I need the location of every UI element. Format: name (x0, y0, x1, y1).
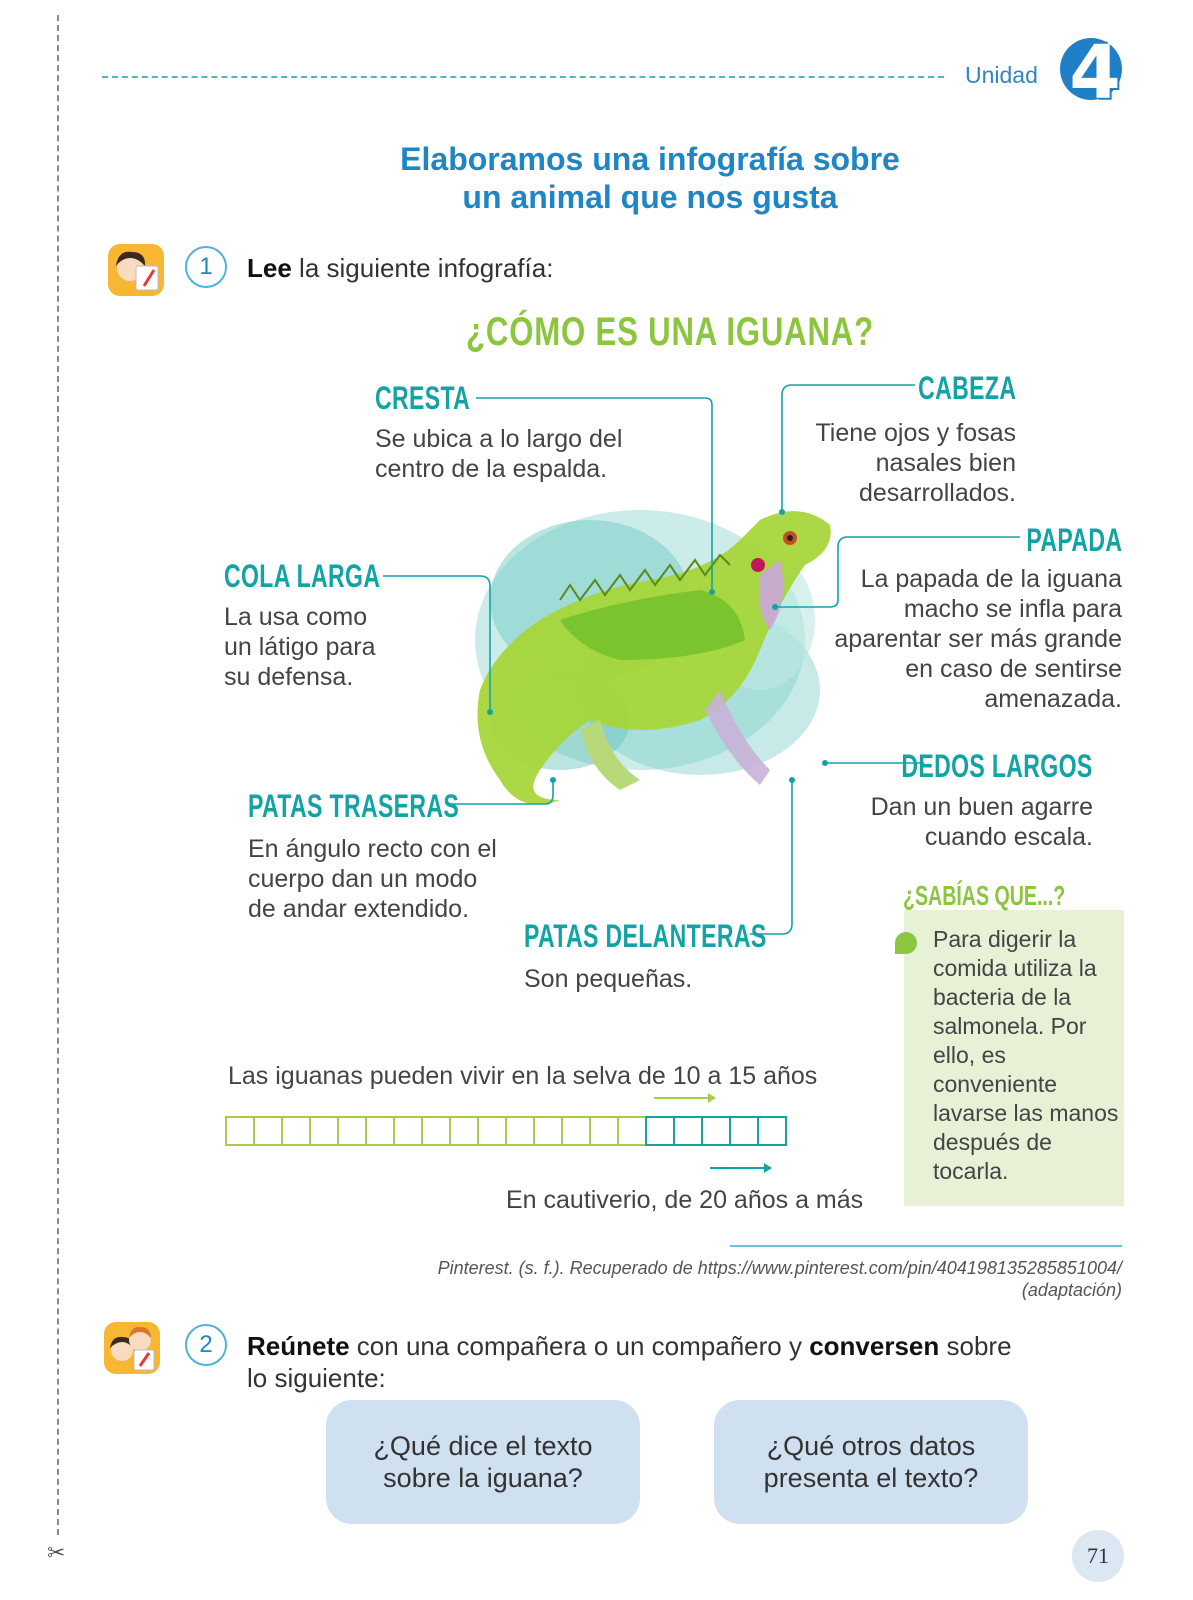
page-title-line-2: un animal que nos gusta (462, 179, 838, 215)
text-line: En ángulo recto con el (248, 835, 497, 863)
lifespan-wild-text: Las iguanas pueden vivir en la selva de 10 a 15 años (228, 1062, 818, 1090)
timeline-cell-wild (393, 1116, 423, 1146)
timeline-cell-wild (505, 1116, 535, 1146)
question-box-1: ¿Qué dice el texto sobre la iguana? (326, 1400, 640, 1524)
page-title-line-1: Elaboramos una infografía sobre (400, 141, 900, 177)
step-number-2: 2 (185, 1324, 227, 1366)
timeline-cell-wild (561, 1116, 591, 1146)
step-2-text-1: con una compañera o un compañero y (349, 1331, 810, 1361)
citation-source: Pinterest. (s. f.). Recuperado de https://www.pinterest.com/pin/404198135285851004/ (437, 1258, 1122, 1278)
text-line: cuerpo dan un modo (248, 865, 478, 893)
text-line: Son pequeñas. (524, 965, 693, 993)
label-patas-traseras: PATAS TRASERAS (248, 788, 460, 824)
step-1-verb: Lee (247, 253, 292, 283)
step-2-text-2: sobre (939, 1331, 1012, 1361)
step-number-1: 1 (185, 246, 227, 288)
step-1-text: la siguiente infografía: (291, 253, 554, 283)
text-cola-larga (224, 602, 376, 692)
text-line: La usa como (224, 603, 368, 631)
sabias-title: ¿SABÍAS QUE...? (903, 880, 1066, 911)
timeline-cell-wild (449, 1116, 479, 1146)
text-line: Dan un buen agarre (870, 793, 1093, 821)
text-papada (834, 564, 1122, 714)
text-line: La papada de la iguana (860, 565, 1122, 593)
timeline-cell-captive (701, 1116, 731, 1146)
step-2-verb-2: conversen (809, 1331, 940, 1361)
timeline-cell-wild (253, 1116, 283, 1146)
text-line: de andar extendido. (248, 895, 470, 923)
scissors-icon: ✂ (47, 1540, 66, 1565)
citation-note: (adaptación) (1021, 1280, 1122, 1300)
timeline-cell-wild (225, 1116, 255, 1146)
timeline-cell-captive (673, 1116, 703, 1146)
timeline-cell-wild (617, 1116, 647, 1146)
timeline-cell-captive (757, 1116, 787, 1146)
unit-number: 4 (1069, 30, 1121, 116)
page-number: 71 (1072, 1530, 1124, 1582)
text-line: cuando escala. (924, 823, 1093, 851)
infographic-title: ¿CÓMO ES UNA IGUANA? (466, 310, 874, 354)
timeline-cell-wild (421, 1116, 451, 1146)
text-patas-delanteras (524, 964, 692, 994)
captive-arrow (710, 1163, 772, 1173)
text-line: en caso de sentirse (905, 655, 1122, 683)
two-children-icon (104, 1322, 160, 1374)
timeline-cell-captive (729, 1116, 759, 1146)
timeline-cell-wild (365, 1116, 395, 1146)
unit-label: Unidad (965, 62, 1038, 88)
question-box-2: ¿Qué otros datos presenta el texto? (714, 1400, 1028, 1524)
step-2-instruction (247, 1330, 1127, 1394)
timeline-cell-wild (281, 1116, 311, 1146)
label-papada: PAPADA (1025, 522, 1122, 558)
text-line: Tiene ojos y fosas (815, 419, 1016, 447)
text-line: desarrollados. (858, 479, 1016, 507)
timeline-cell-wild (533, 1116, 563, 1146)
text-cabeza (815, 418, 1016, 508)
label-cola-larga: COLA LARGA (224, 558, 381, 594)
text-line: su defensa. (224, 663, 354, 691)
text-patas-traseras (248, 834, 497, 924)
text-dedos-largos (871, 792, 1093, 852)
speech-bubble-icon (895, 932, 917, 954)
label-cresta: CRESTA (375, 380, 471, 416)
timeline-cell-wild (309, 1116, 339, 1146)
timeline-cell-captive (645, 1116, 675, 1146)
text-line: macho se infla para (903, 595, 1122, 623)
citation-divider (730, 1245, 1122, 1247)
label-dedos-largos: DEDOS LARGOS (901, 748, 1093, 784)
step-2-text-3: lo siguiente: (247, 1363, 386, 1393)
text-cresta (375, 424, 622, 484)
text-line: nasales bien (875, 449, 1016, 477)
sabias-text: Para digerir la comida utiliza la bacteria de la salmonela. Por ello, es conveniente lavarse las manos después de tocarla. (933, 926, 1119, 1184)
step-2-verb-1: Reúnete (247, 1331, 350, 1361)
citation (438, 1257, 1122, 1301)
lifespan-timeline (227, 1116, 787, 1146)
label-patas-delanteras: PATAS DELANTERAS (524, 918, 767, 954)
wild-arrow (654, 1093, 716, 1103)
timeline-cell-wild (477, 1116, 507, 1146)
text-line: un látigo para (224, 633, 376, 661)
text-line: amenazada. (984, 685, 1122, 713)
timeline-cell-wild (337, 1116, 367, 1146)
label-cabeza: CABEZA (917, 370, 1016, 406)
timeline-cell-wild (589, 1116, 619, 1146)
lifespan-captive-text: En cautiverio, de 20 años a más (506, 1186, 864, 1214)
text-line: centro de la espalda. (375, 455, 608, 483)
text-line: Se ubica a lo largo del (375, 425, 623, 453)
text-line: aparentar ser más grande (834, 625, 1122, 653)
